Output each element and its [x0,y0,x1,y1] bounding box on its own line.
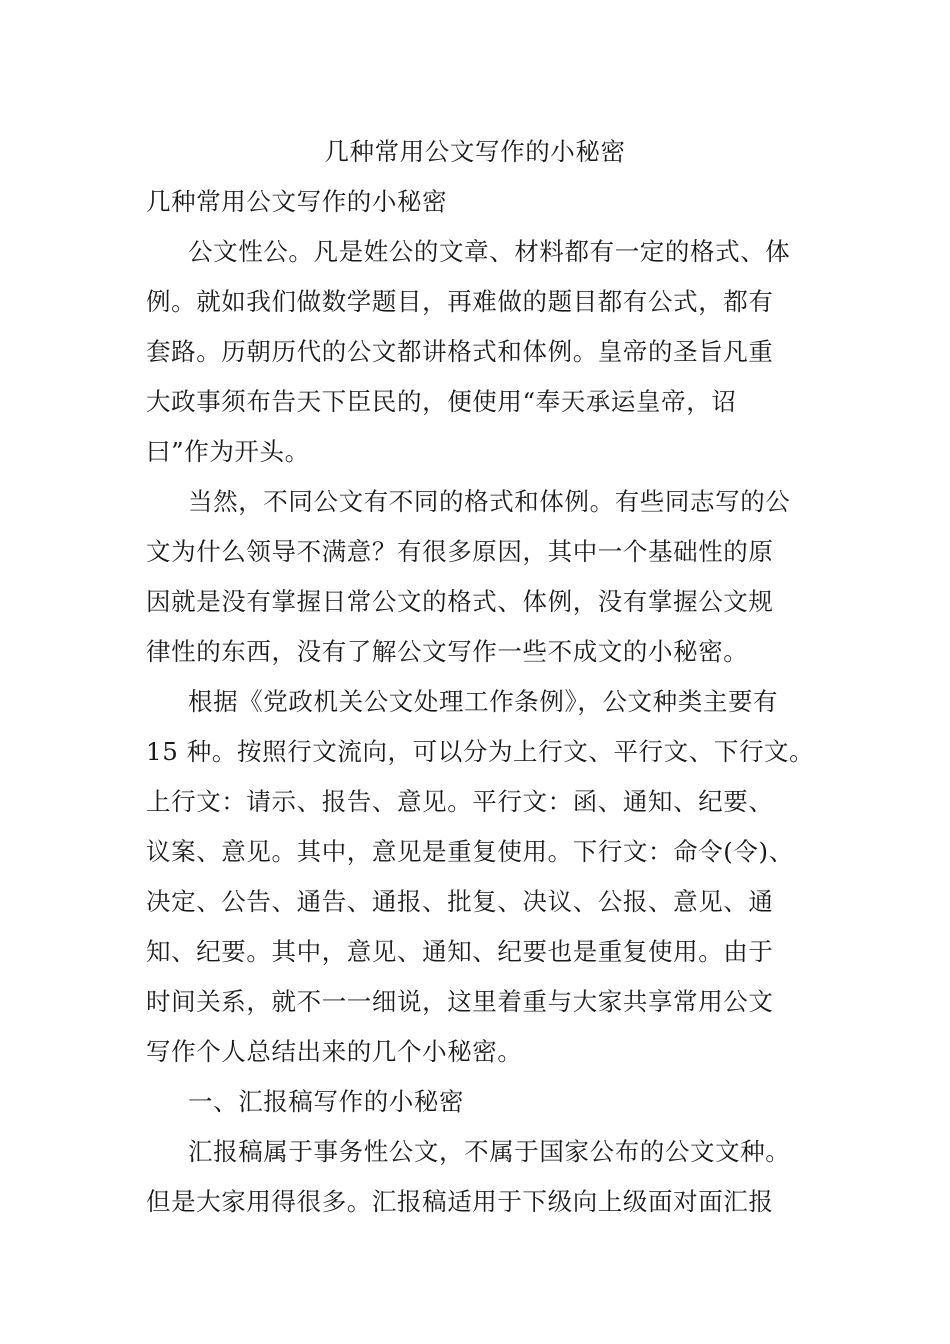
text-line: 律性的东西，没有了解公文写作一些不成文的小秘密。 [146,637,749,666]
text-line: 时间关系，就不一一细说，这里着重与大家共享常用公文 [146,987,774,1016]
text-line: 写作个人总结出来的几个小秘密。 [146,1037,523,1066]
text-line: 上行文：请示、报告、意见。平行文：函、通知、纪要、 [146,787,774,816]
text-line: 因就是没有掌握日常公文的格式、体例，没有掌握公文规 [146,587,774,616]
document-subtitle: 几种常用公文写作的小秘密 [146,187,448,216]
text-line: 知、纪要。其中，意见、通知、纪要也是重复使用。由于 [146,937,774,966]
text-line: 议案、意见。其中，意见是重复使用。下行文：命令(令)、 [146,837,794,866]
text-line: 汇报稿属于事务性公文，不属于国家公布的公文文种。 [188,1137,791,1166]
text-line: 例。就如我们做数学题目，再难做的题目都有公式，都有 [146,287,774,316]
text-line: 当然，不同公文有不同的格式和体例。有些同志写的公 [188,487,791,516]
text-line: 大政事须布告天下臣民的，便使用“奉天承运皇帝，诏 [146,387,737,416]
section-heading: 一、汇报稿写作的小秘密 [188,1087,465,1116]
text-line: 文为什么领导不满意？有很多原因，其中一个基础性的原 [146,537,774,566]
text-line: 公文性公。凡是姓公的文章、材料都有一定的格式、体 [188,237,791,266]
text-line: 但是大家用得很多。汇报稿适用于下级向上级面对面汇报 [146,1187,774,1216]
text-line: 15 种。按照行文流向，可以分为上行文、平行文、下行文。 [146,737,815,766]
document-title: 几种常用公文写作的小秘密 [324,137,626,166]
text-line: 套路。历朝历代的公文都讲格式和体例。皇帝的圣旨凡重 [146,337,774,366]
text-line: 曰”作为开头。 [146,437,310,466]
text-line: 根据《党政机关公文处理工作条例》，公文种类主要有 [188,687,779,716]
text-line: 决定、公告、通告、通报、批复、决议、公报、意见、通 [146,887,774,916]
